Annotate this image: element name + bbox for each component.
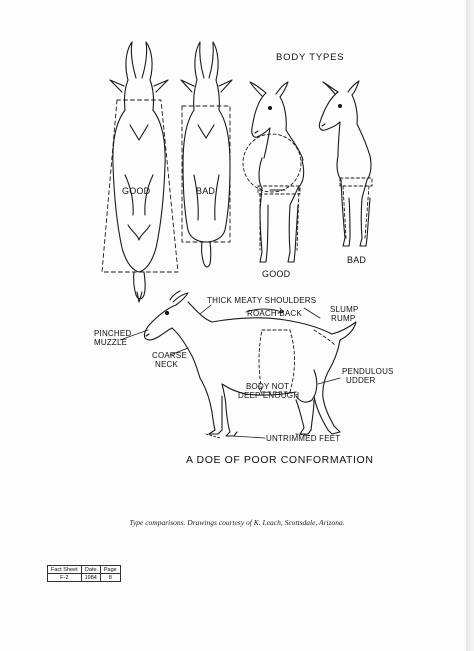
- page-header: Page: [100, 566, 120, 574]
- front-view-goat-good: [243, 82, 304, 262]
- label-body-2: DEEP ENOUGH: [238, 391, 300, 400]
- label-pinched-1: PINCHED: [94, 329, 132, 338]
- page-edge-shadow: [466, 0, 474, 651]
- label-body-1: BODY NOT: [246, 382, 290, 391]
- label-coarse-2: NECK: [155, 360, 179, 369]
- fact-sheet-header: Fact Sheet: [48, 566, 82, 574]
- front-good-label: GOOD: [262, 269, 291, 279]
- front-view-goat-bad: [319, 81, 372, 246]
- page-value: 8: [100, 574, 120, 582]
- label-slump-2: RUMP: [331, 314, 356, 323]
- top-good-label: GOOD: [122, 186, 151, 196]
- label-untrimmed-feet: UNTRIMMED FEET: [266, 434, 341, 443]
- label-slump-1: SLUMP: [330, 305, 359, 314]
- fact-sheet-value: F-2: [48, 574, 82, 582]
- doe-title: A DOE OF POOR CONFORMATION: [186, 454, 374, 466]
- label-roach-back: ROACH BACK: [247, 309, 302, 318]
- label-pinched-2: MUZZLE: [94, 338, 128, 347]
- fact-sheet-header-row: [48, 566, 121, 574]
- top-view-goat-good: [102, 42, 178, 302]
- fact-sheet-table: [47, 565, 121, 582]
- body-types-title: BODY TYPES: [276, 52, 345, 63]
- label-thick-meaty-shoulders: THICK MEATY SHOULDERS: [207, 296, 317, 305]
- top-bad-label: BAD: [196, 186, 216, 196]
- date-value: 1984: [81, 574, 100, 582]
- label-pendulous-1: PENDULOUS: [342, 367, 394, 376]
- date-header: Date: [81, 566, 100, 574]
- label-pendulous-2: UDDER: [346, 376, 376, 385]
- top-view-goat-bad: [181, 42, 232, 267]
- front-bad-label: BAD: [347, 255, 367, 265]
- figure-caption: Type comparisons. Drawings courtesy of K. Leach, Scottsdale, Arizona.: [129, 518, 345, 527]
- label-coarse-1: COARSE: [152, 351, 187, 360]
- fact-sheet-value-row: [48, 574, 121, 582]
